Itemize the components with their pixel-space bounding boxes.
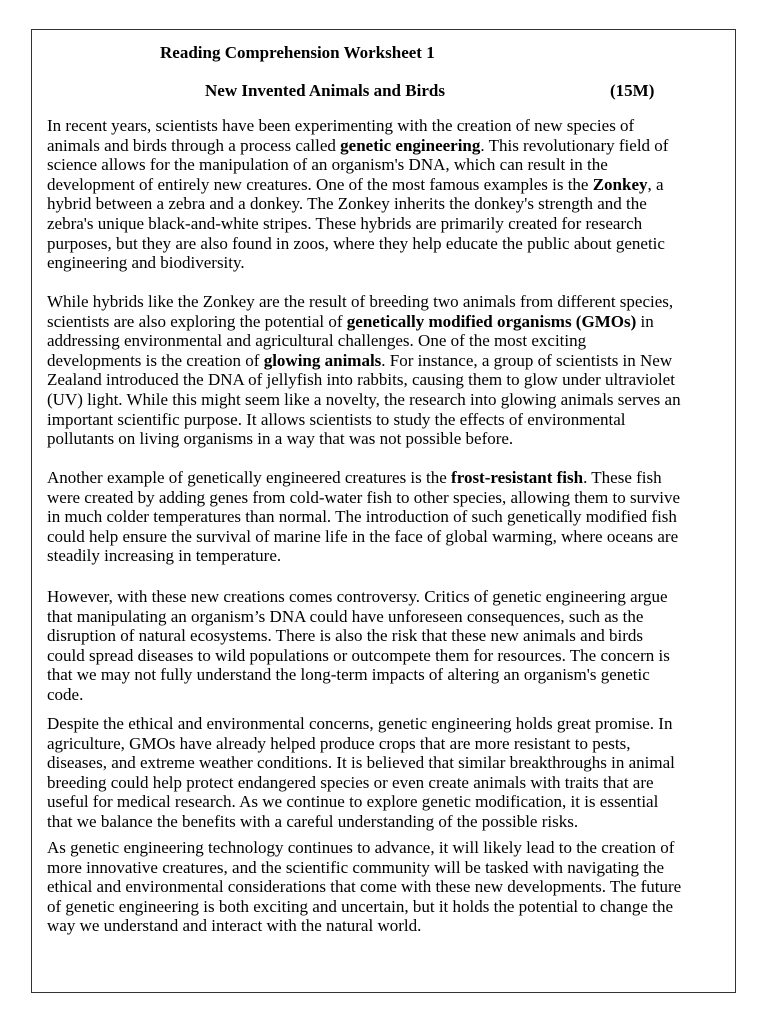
text-segment: addressing environmental and agricultural challenges. One of the most exciting: [47, 331, 587, 351]
text-segment: diseases, and extreme weather conditions. It is believed that similar breakthroughs in animal: [47, 753, 675, 773]
paragraph-4: [47, 587, 670, 705]
text-segment: In recent years, scientists have been experimenting with the creation of new species of: [47, 116, 635, 135]
text-segment: more innovative creatures, and the scientific community will be tasked with navigating the: [47, 857, 665, 877]
text-segment: in: [636, 311, 654, 331]
text-line: [47, 685, 670, 705]
bold-term: frost-resistant fish: [451, 468, 584, 487]
text-line: [47, 507, 680, 527]
text-line: [47, 390, 681, 410]
text-segment: that manipulating an organism’s DNA could have unforeseen consequences, such as the: [47, 606, 644, 626]
text-segment: of genetic engineering is both exciting and uncertain, but it holds the potential to change the: [47, 896, 673, 916]
text-segment: . For instance, a group of scientists in New: [381, 350, 673, 370]
text-line: [47, 916, 681, 936]
text-segment: agriculture, GMOs have already helped produce crops that are more resistant to pests,: [47, 733, 631, 753]
text-line: [47, 626, 670, 646]
text-segment: could help ensure the survival of marine life in the face of global warming, where oceans are: [47, 526, 679, 546]
text-line: [47, 116, 668, 136]
text-line: [47, 527, 680, 547]
text-segment: developments is the creation of: [47, 350, 264, 370]
text-line: [47, 175, 668, 195]
text-line: [47, 773, 675, 793]
text-line: [47, 488, 680, 508]
text-segment: pollutants on living organisms in a way that was not possible before.: [47, 429, 514, 449]
text-segment: code.: [47, 684, 84, 704]
text-segment: . This revolutionary field of: [480, 135, 669, 155]
text-segment: However, with these new creations comes controversy. Critics of genetic engineering argue: [47, 587, 668, 606]
text-line: [47, 468, 680, 488]
text-line: [47, 897, 681, 917]
paragraph-2: [47, 292, 681, 449]
text-segment: hybrid between a zebra and a donkey. The Zonkey inherits the donkey's strength and the: [47, 194, 647, 214]
text-line: [47, 155, 668, 175]
text-segment: development of entirely new creatures. One of the most famous examples is the: [47, 174, 593, 194]
text-line: [47, 136, 668, 156]
bold-term: genetically modified organisms (GMOs): [346, 311, 637, 331]
text-segment: purposes, but they are also found in zoos, where they help educate the public about genetic: [47, 233, 665, 253]
text-segment: science allows for the manipulation of an organism's DNA, which can result in the: [47, 155, 608, 175]
text-segment: ethical and environmental considerations that come with these new developments. The future: [47, 877, 682, 897]
text-line: [47, 587, 670, 607]
text-segment: in much colder temperatures than normal. The introduction of such genetically modified fish: [47, 507, 677, 527]
text-line: [47, 546, 680, 566]
paragraph-1: [47, 116, 668, 273]
text-segment: While hybrids like the Zonkey are the result of breeding two animals from different species,: [47, 292, 674, 311]
text-segment: that we balance the benefits with a careful understanding of the possible risks.: [47, 811, 579, 831]
text-segment: that we may not fully understand the long-term impacts of altering an organism's genetic: [47, 665, 650, 685]
bold-term: Zonkey: [592, 174, 648, 194]
text-line: [47, 877, 681, 897]
text-segment: steadily increasing in temperature.: [47, 546, 282, 566]
text-segment: Zealand introduced the DNA of jellyfish into rabbits, causing them to glow under ultraviolet: [47, 370, 675, 390]
text-line: [47, 331, 681, 351]
text-line: [47, 734, 675, 754]
text-line: [47, 370, 681, 390]
text-segment: breeding could help protect endangered species or even create animals with traits that are: [47, 772, 654, 792]
paragraph-6: [47, 838, 681, 936]
text-line: [47, 838, 681, 858]
text-line: [47, 646, 670, 666]
text-segment: animals and birds through a process called: [47, 135, 341, 155]
text-line: [47, 858, 681, 878]
text-segment: zebra's unique black-and-white stripes. These hybrids are primarily created for research: [47, 213, 643, 233]
worksheet-subtitle: New Invented Animals and Birds: [205, 81, 445, 100]
text-line: [47, 753, 675, 773]
text-line: [47, 429, 681, 449]
text-segment: (UV) light. While this might seem like a novelty, the research into glowing animals serves an: [47, 389, 681, 409]
text-line: [47, 351, 681, 371]
bold-term: genetic engineering: [340, 135, 481, 155]
text-line: [47, 607, 670, 627]
text-line: [47, 292, 681, 312]
text-line: [47, 812, 675, 832]
text-line: [47, 714, 675, 734]
text-line: [47, 665, 670, 685]
text-segment: way we understand and interact with the natural world.: [47, 916, 422, 936]
text-line: [47, 234, 668, 254]
text-segment: Despite the ethical and environmental concerns, genetic engineering holds great promise. In: [47, 714, 673, 733]
text-line: [47, 194, 668, 214]
paragraph-3: [47, 468, 680, 566]
text-line: [47, 410, 681, 430]
text-segment: important scientific purpose. It allows scientists to study the effects of environmental: [47, 409, 626, 429]
text-segment: . These fish: [583, 468, 662, 487]
text-line: [47, 253, 668, 273]
text-segment: , a: [647, 174, 664, 194]
marks-label: (15M): [610, 81, 655, 100]
worksheet-title: Reading Comprehension Worksheet 1: [160, 43, 435, 62]
text-line: [47, 214, 668, 234]
text-segment: disruption of natural ecosystems. There is also the risk that these new animals and birds: [47, 626, 643, 646]
text-segment: could spread diseases to wild populations or outcompete them for resources. The concern is: [47, 645, 670, 665]
text-line: [47, 312, 681, 332]
text-segment: were created by adding genes from cold-water fish to other species, allowing them to survive: [47, 487, 681, 507]
text-segment: scientists are also exploring the potential of: [47, 311, 347, 331]
text-segment: Another example of genetically engineered creatures is the: [47, 468, 452, 487]
text-line: [47, 792, 675, 812]
bold-term: glowing animals: [263, 350, 382, 370]
paragraph-5: [47, 714, 675, 832]
text-segment: useful for medical research. As we continue to explore genetic modification, it is essential: [47, 792, 659, 812]
text-segment: As genetic engineering technology continues to advance, it will likely lead to the creation of: [47, 838, 675, 857]
text-segment: engineering and biodiversity.: [47, 253, 245, 273]
